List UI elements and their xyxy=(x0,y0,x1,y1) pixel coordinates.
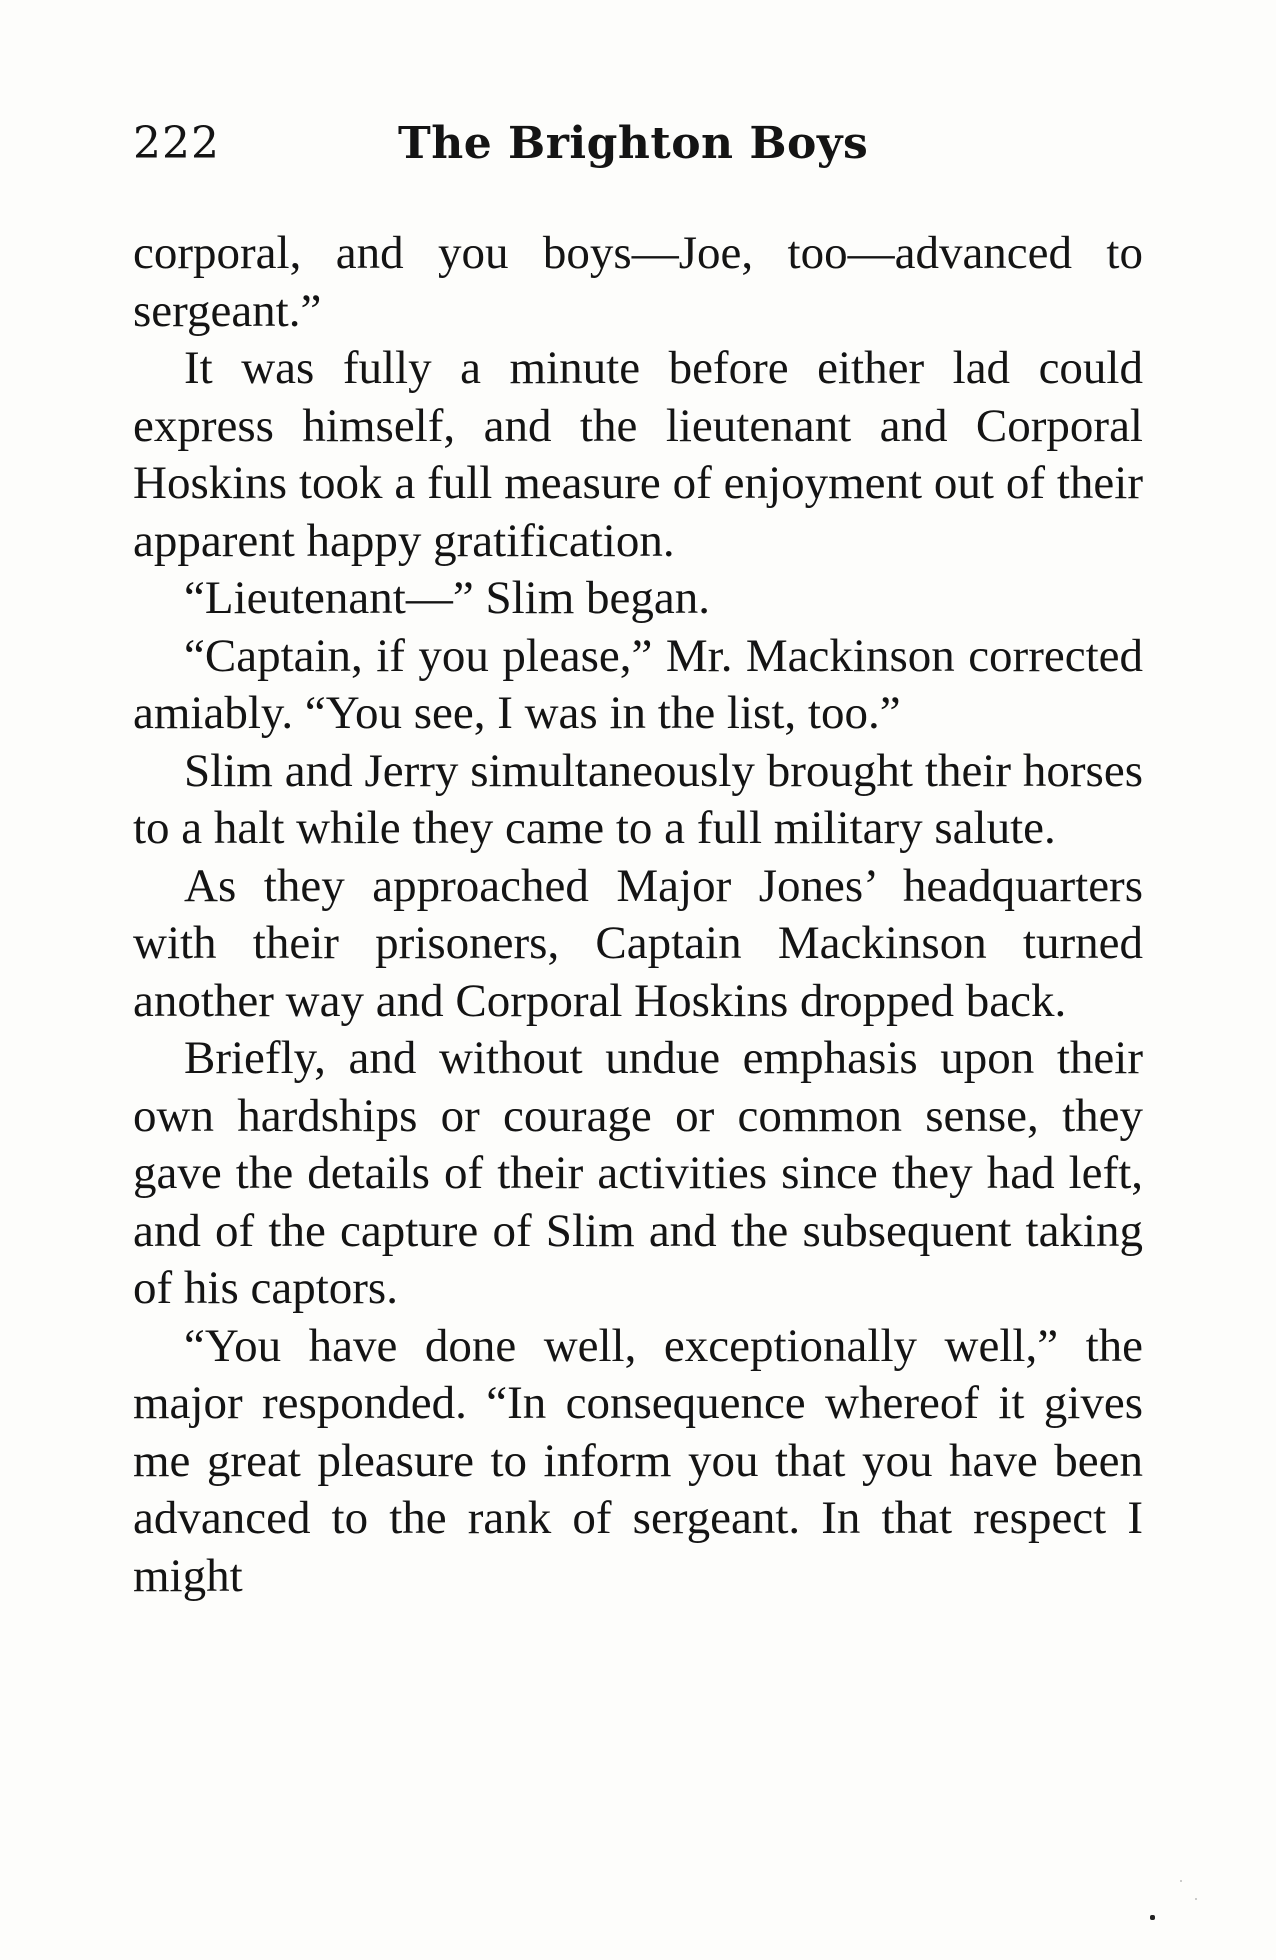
paragraph-3: “Lieutenant—” Slim began. xyxy=(184,572,710,624)
running-head-title: The Brighton Boys xyxy=(397,118,869,169)
paragraph-5: Slim and Jerry simultaneously brought their horses to a halt while they came to a full military salute. xyxy=(133,744,1143,854)
body-text xyxy=(133,225,1143,1605)
scan-speck-mark xyxy=(1180,1880,1182,1882)
paragraph-7: Briefly, and without undue emphasis upon their own hardships or courage or common sense, they gave the details of their activities since they had left, and of the capture of Slim and the subsequent taking of his captors. xyxy=(133,1032,1143,1314)
page-number: 222 xyxy=(133,118,220,169)
paragraph-1: corporal, and you boys—Joe, too—advanced to sergeant.” xyxy=(133,227,1143,337)
scan-speck-mark xyxy=(1195,1898,1197,1900)
paragraph-4: “Captain, if you please,” Mr. Mackinson corrected amiably. “You see, I was in the list, too.” xyxy=(133,629,1143,739)
scan-speck-mark xyxy=(1150,1915,1155,1920)
paragraph-2: It was fully a minute before either lad could express himself, and the lieutenant and Corporal Hoskins took a full measure of enjoyment out of their apparent happy gratification. xyxy=(133,342,1143,567)
paragraph-6: As they approached Major Jones’ headquarters with their prisoners, Captain Mackinson turned another way and Corporal Hoskins dropped back. xyxy=(133,859,1143,1027)
paragraph-8: “You have done well, exceptionally well,” the major responded. “In consequence whereof it gives me great pleasure to inform you that you have been advanced to the rank of sergeant. In that respect I might xyxy=(133,1319,1143,1602)
page-header xyxy=(133,118,1143,178)
